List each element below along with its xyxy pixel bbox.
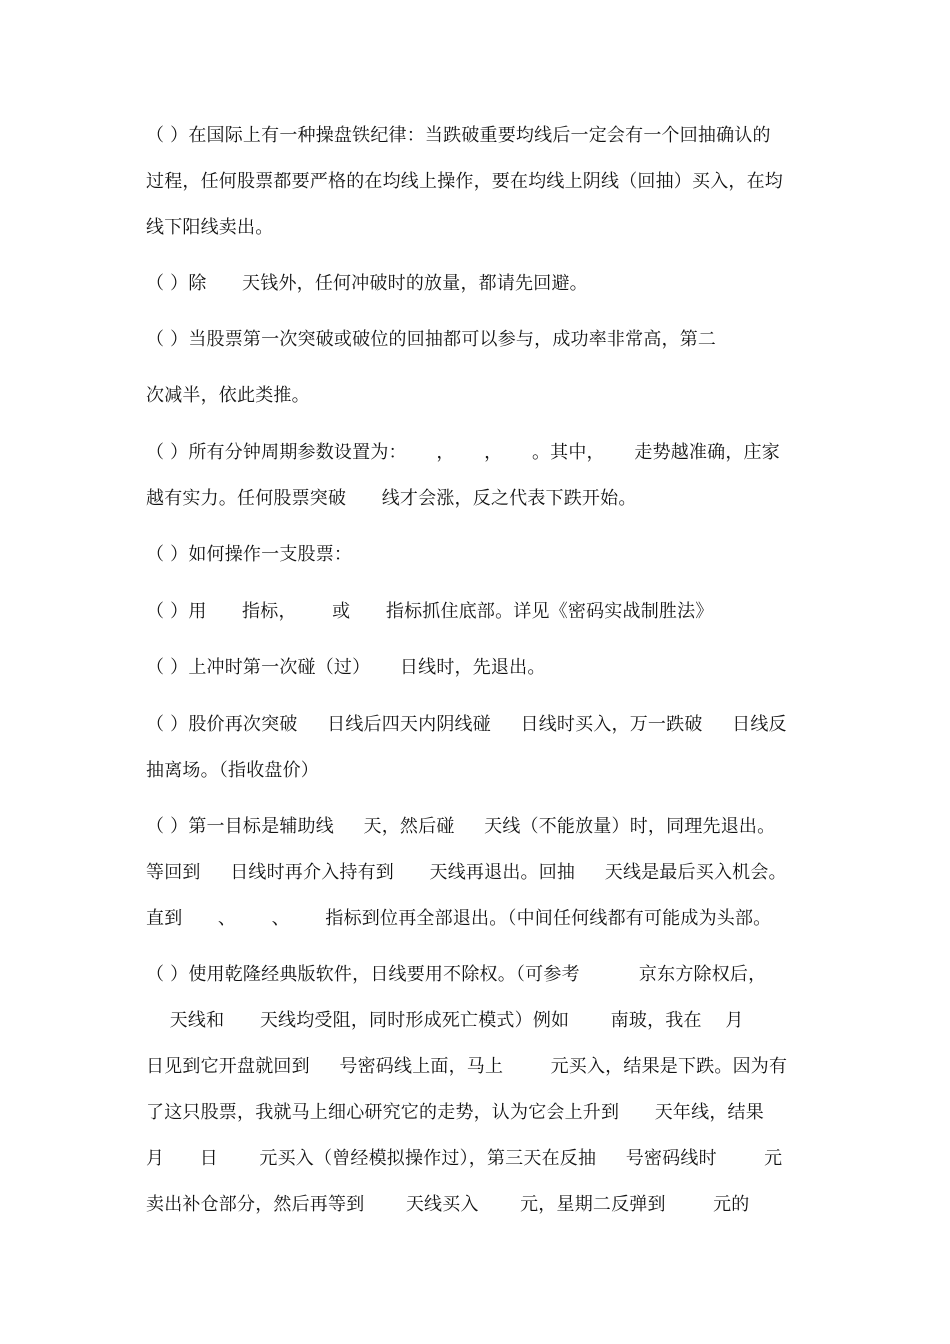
text-line: 越有实力。任何股票突破 线才会涨，反之代表下跌开始。 bbox=[146, 488, 637, 509]
text-line: （ ）第一目标是辅助线 天，然后碰 天线（不能放量）时，同理先退出。 bbox=[146, 816, 776, 837]
text-line: 了这只股票，我就马上细心研究它的走势，认为它会上升到 天年线，结果 bbox=[146, 1102, 764, 1123]
text-line: 抽离场。（指收盘价） bbox=[146, 760, 319, 781]
text-line: 卖出补仓部分，然后再等到 天线买入 元，星期二反弹到 元的 bbox=[146, 1194, 750, 1215]
text-line: （ ）当股票第一次突破或破位的回抽都可以参与，成功率非常高，第二 bbox=[146, 329, 717, 350]
text-line: （ ）所有分钟周期参数设置为： ， ， 。其中， 走势越准确，庄家 bbox=[146, 442, 780, 463]
text-line: 线下阳线卖出。 bbox=[146, 217, 274, 238]
text-line: （ ）股价再次突破 日线后四天内阴线碰 日线时买入，万一跌破 日线反 bbox=[146, 714, 787, 735]
text-line: 过程，任何股票都要严格的在均线上操作，要在均线上阴线（回抽）买入，在均 bbox=[146, 171, 783, 192]
text-line: （ ）在国际上有一种操盘铁纪律：当跌破重要均线后一定会有一个回抽确认的 bbox=[146, 125, 771, 146]
text-line: （ ）如何操作一支股票： bbox=[146, 544, 353, 565]
text-line: （ ）除 天钱外，任何冲破时的放量，都请先回避。 bbox=[146, 273, 588, 294]
text-line: 等回到 日线时再介入持有到 天线再退出。回抽 天线是最后买入机会。 bbox=[146, 862, 787, 883]
text-line: （ ）用 指标， 或 指标抓住底部。详见《密码实战制胜法》 bbox=[146, 601, 714, 622]
text-line: 日见到它开盘就回到 号密码线上面，马上 元买入，结果是下跌。因为有 bbox=[146, 1056, 788, 1077]
text-line: 月 日 元买入（曾经模拟操作过），第三天在反抽 号密码线时 元 bbox=[146, 1148, 783, 1169]
text-line: （ ）使用乾隆经典版软件，日线要用不除权。（可参考 京东方除权后， bbox=[146, 964, 767, 985]
text-line: （ ）上冲时第一次碰（过） 日线时，先退出。 bbox=[146, 657, 546, 678]
text-line: 天线和 天线均受阻，同时形成死亡模式）例如 南玻，我在 月 bbox=[146, 1010, 744, 1031]
text-line: 次减半，依此类推。 bbox=[146, 385, 310, 406]
text-line: 直到 、 、 指标到位再全部退出。（中间任何线都有可能成为头部。 bbox=[146, 908, 772, 929]
